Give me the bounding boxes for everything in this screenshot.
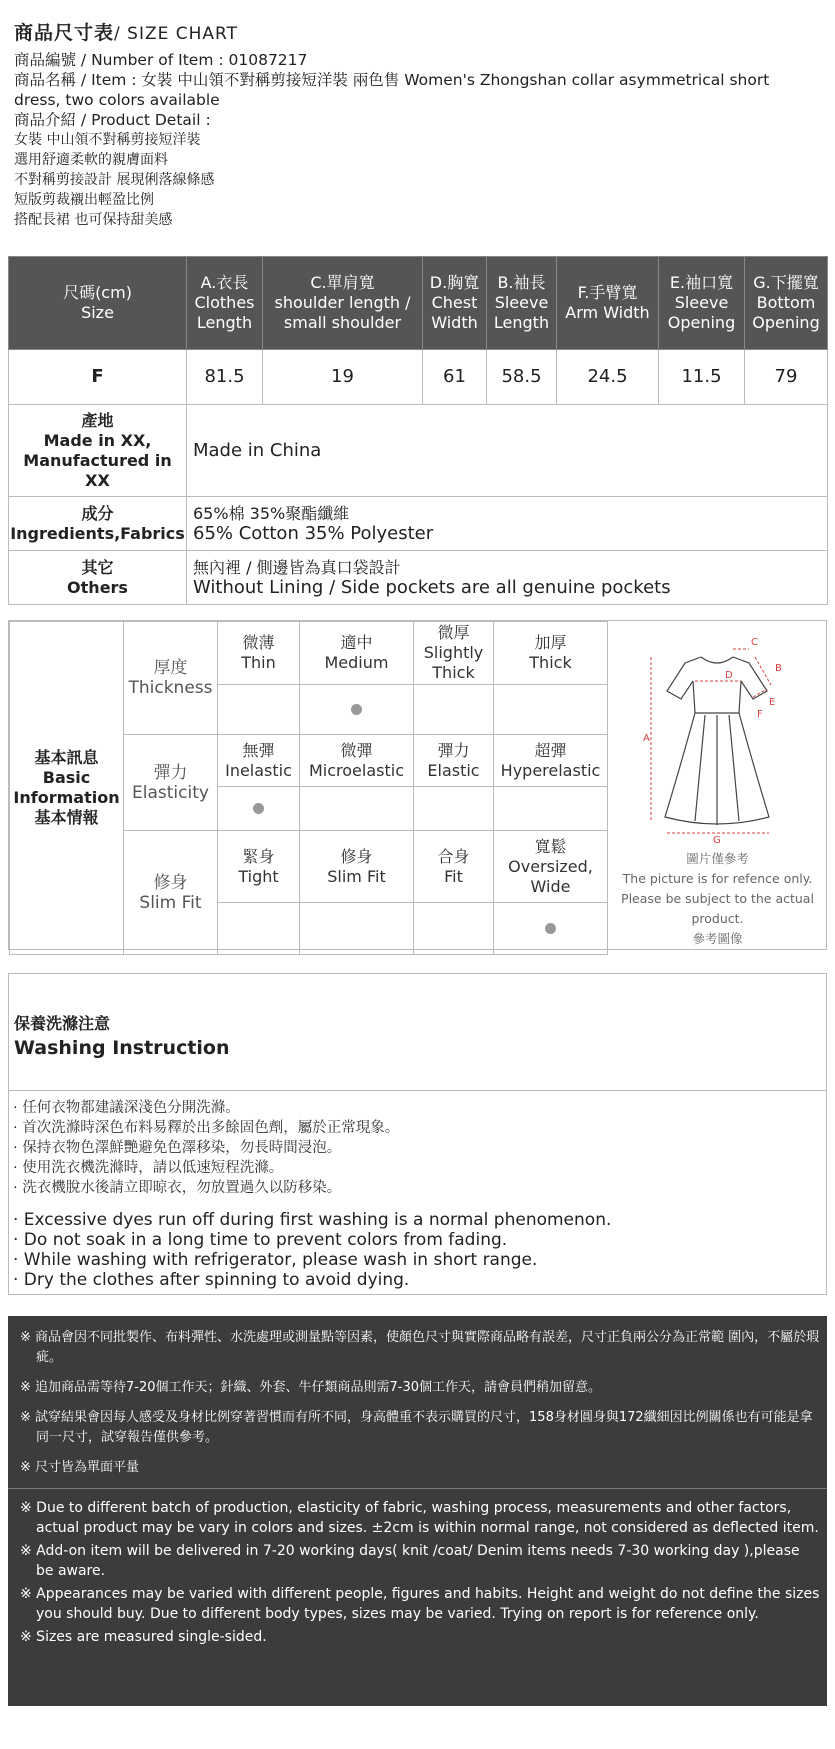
diagram-label: A [643,733,650,744]
basic-info-table [9,621,608,955]
origin-value: Made in China [187,405,828,497]
thickness-option: 適中 Medium [300,622,414,685]
notice-item: ※ Sizes are measured single-sided. [20,1629,267,1645]
dress-diagram [609,621,826,949]
elasticity-option: 微彈 Microelastic [300,735,414,787]
basic-info-label: 基本訊息 Basic Information 基本情報 [10,622,124,955]
col-header-chest: D.胸寬 Chest Width [423,257,487,350]
diagram-caption: 圖片僅參考 The picture is for refence only. Please be subject to the actual product. 參考圖像 [621,851,814,946]
item-number: 商品編號 / Number of Item : 01087217 [14,51,308,69]
ingredients-label: 成分 Ingredients,Fabrics [9,497,187,551]
size-cell: F [9,350,187,405]
selected-dot [253,803,264,814]
elasticity-option: 超彈 Hyperelastic [494,735,608,787]
item-name: 商品名稱 / Item : 女裝 中山領不對稱剪接短洋裝 兩色售 Women's Zhongshan collar asymmetrical short dress, two colors available [14,71,770,109]
elasticity-label: 彈力 Elasticity [124,735,218,831]
list-item: · Dry the clothes after spinning to avoid dying. [13,1270,410,1290]
detail-line: 搭配長裙 也可保持甜美感 [14,212,173,228]
elasticity-option: 彈力 Elastic [414,735,494,787]
page-title [14,18,238,45]
value-cell: 81.5 [187,350,263,405]
product-info [14,50,804,230]
list-item: · 任何衣物都建議深淺色分開洗滌。 [13,1100,240,1116]
diagram-label: B [775,663,782,674]
list-item: · While washing with refrigerator, please wash in short range. [13,1250,538,1270]
washing-panel [8,973,827,1295]
detail-line: 不對稱剪接設計 展現俐落線條感 [14,172,215,188]
notice-item: ※ 追加商品需等待7-20個工作天；針織、外套、牛仔類商品則需7-30個工作天，請會員們稍加留意。 [20,1380,602,1395]
notice-zh [20,1328,820,1488]
notice-item: ※ 商品會因不同批製作、布料彈性、水洗處理或測量點等因素，使顏色尺寸與實際商品略有誤差，尺寸正負兩公分為正常範 圍內，不屬於瑕疵。 [20,1330,820,1365]
fit-option: 寬鬆 Oversized, Wide [494,831,608,903]
ingredients-row [9,497,828,551]
col-header-shoulder: C.單肩寬 shoulder length / small shoulder [263,257,423,350]
col-header-arm-width: F.手臂寬 Arm Width [557,257,659,350]
size-table-header [9,257,828,350]
table-row [9,350,828,405]
fit-option: 修身 Slim Fit [300,831,414,903]
notice-en [20,1498,820,1650]
size-table [8,256,828,605]
dress-outline-icon [609,621,826,846]
diagram-label: E [769,697,776,708]
diagram-label: G [713,835,721,846]
col-header-clothes-length: A.衣長 Clothes Length [187,257,263,350]
title-zh: 商品尺寸表 [14,22,115,44]
thickness-option: 微薄 Thin [218,622,300,685]
value-cell: 19 [263,350,423,405]
notice-panel [8,1316,827,1706]
fit-option: 合身 Fit [414,831,494,903]
notice-item: ※ Due to different batch of production, elasticity of fabric, washing process, measurements and other factors, actual product may be vary in colors and sizes. ±2cm is within normal range, not considered as deflected item. [20,1500,819,1536]
thickness-option: 微厚 Slightly Thick [414,622,494,685]
basic-info-panel [8,620,827,950]
notice-item: ※ 試穿結果會因每人感受及身材比例穿著習慣而有所不同，身高體重不表示購買的尺寸，158身材圓身與172纖細因比例關係也有可能是拿同一尺寸，試穿報告僅供參考。 [20,1410,813,1445]
list-item: · Excessive dyes run off during first washing is a normal phenomenon. [13,1210,612,1230]
others-value: 無內裡 / 側邊皆為真口袋設計 Without Lining / Side pockets are all genuine pockets [187,551,828,605]
title-en: / SIZE CHART [114,24,238,44]
list-item: · Do not soak in a long time to prevent colors from fading. [13,1230,508,1250]
col-header-size: 尺碼(cm) Size [9,257,187,350]
value-cell: 58.5 [487,350,557,405]
others-row [9,551,828,605]
col-header-sleeve-opening: E.袖口寬 Sleeve Opening [659,257,745,350]
fit-label: 修身 Slim Fit [124,831,218,955]
diagram-label: C [751,637,758,648]
selected-dot [545,923,556,934]
col-header-bottom-opening: G.下擺寬 Bottom Opening [745,257,828,350]
diagram-label: F [757,709,763,720]
detail-title: 商品介紹 / Product Detail : [14,111,211,129]
list-item: · 使用洗衣機洗滌時，請以低速短程洗滌。 [13,1160,284,1176]
washing-list-en [13,1210,611,1290]
detail-line: 女裝 中山領不對稱剪接短洋裝 [14,132,201,148]
origin-label: 產地 Made in XX, Manufactured in XX [9,405,187,497]
list-item: · 首次洗滌時深色布料易釋於出多餘固色劑，屬於正常現象。 [13,1120,400,1136]
fit-option: 緊身 Tight [218,831,300,903]
elasticity-option: 無彈 Inelastic [218,735,300,787]
ingredients-value: 65%棉 35%聚酯纖維 65% Cotton 35% Polyester [187,497,828,551]
notice-item: ※ Appearances may be varied with different people, figures and habits. Height and weight do not define the sizes you should buy. Due to different body types, sizes may be varied. Trying on report is for reference only. [20,1586,820,1622]
list-item: · 保持衣物色澤鮮艷避免色澤移染，勿長時間浸泡。 [13,1140,342,1156]
origin-row [9,405,828,497]
notice-item: ※ Add-on item will be delivered in 7-20 working days( knit /coat/ Denim items needs 7-30 working day ),please be aware. [20,1543,800,1579]
detail-line: 短版剪裁襯出輕盈比例 [14,192,154,208]
value-cell: 61 [423,350,487,405]
thickness-label: 厚度 Thickness [124,622,218,735]
selected-dot [351,704,362,715]
washing-list-zh [13,1098,399,1198]
detail-line: 選用舒適柔軟的親膚面料 [14,152,168,168]
washing-title: 保養洗滌注意 Washing Instruction [14,1014,230,1059]
value-cell: 11.5 [659,350,745,405]
col-header-sleeve-length: B.袖長 Sleeve Length [487,257,557,350]
value-cell: 79 [745,350,828,405]
list-item: · 洗衣機脫水後請立即晾衣，勿放置過久以防移染。 [13,1180,342,1196]
notice-item: ※ 尺寸皆為單面平量 [20,1460,140,1475]
thickness-option: 加厚 Thick [494,622,608,685]
diagram-label: D [725,670,733,681]
others-label: 其它 Others [9,551,187,605]
value-cell: 24.5 [557,350,659,405]
